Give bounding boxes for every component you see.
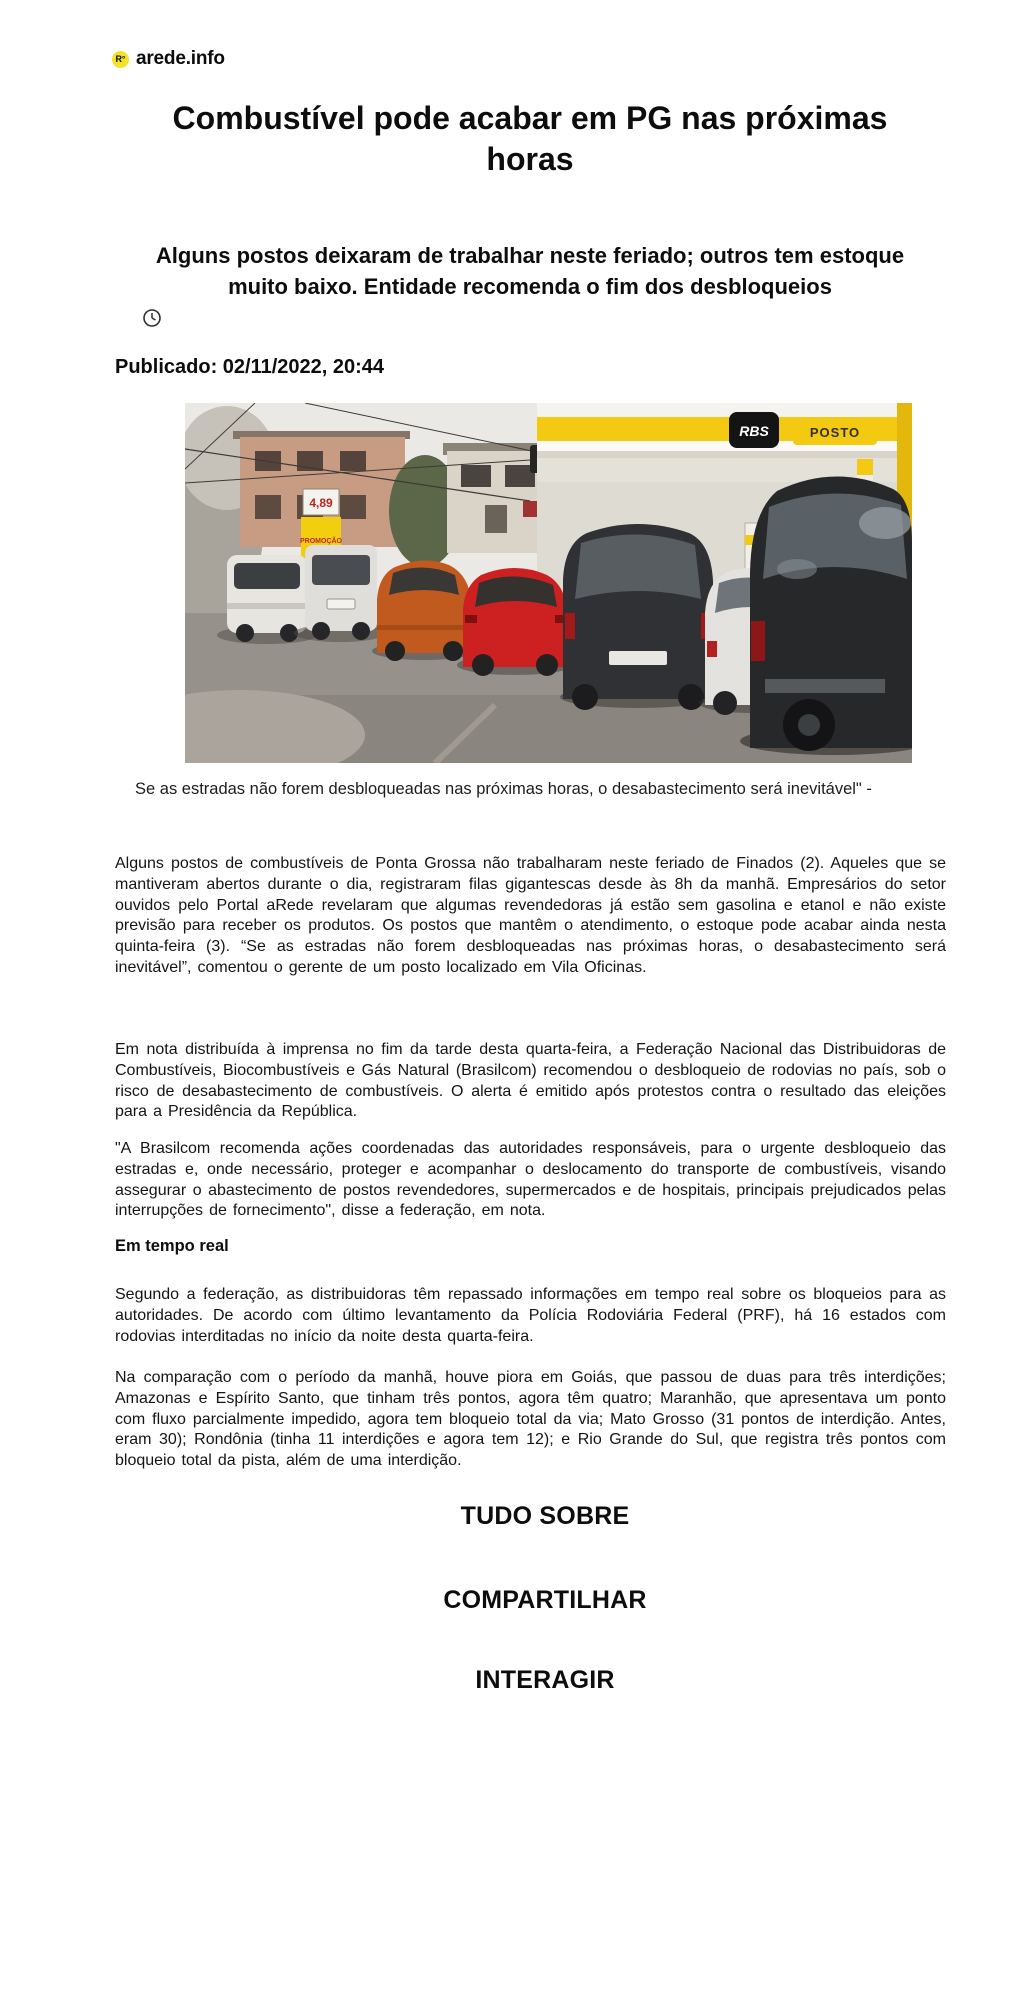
section-heading-em-tempo-real: Em tempo real [115,1237,229,1255]
article-photo [185,403,912,763]
clock-icon [142,308,162,328]
body-paragraph-5: Na comparação com o período da manhã, houve piora em Goiás, que passou de duas para três interdições; Amazonas e Espírito Santo, que tinham três pontos, agora têm quatro; Maranhão, que apresentava um ponto com fluxo parcialmente impedido, agora tem bloqueio total da via; Mato Grosso (31 pontos de interdição. Antes, eram 30); Rondônia (tinha 11 interdições e agora tem 12); e Rio Grande do Sul, que registra três pontos com bloqueio total da pista, além de uma interdição. [115,1369,946,1470]
posto-sign-text: POSTO [809,425,861,440]
photo-caption: Se as estradas não forem desbloqueadas nas próximas horas, o desabastecimento será inevitável" - [135,780,872,798]
body-paragraph-2: Em nota distribuída à imprensa no fim da tarde desta quarta-feira, a Federação Nacional das Distribuidoras de Combustíveis, Biocombustíveis e Gás Natural (Brasilcom) recomendou o desbloqueio de rodovias no país, sob o risco de desabastecimento de combustíveis. O alerta é emitido após protestos contra o resultado das eleições para a Presidência da República. [115,1041,946,1121]
compartilhar-heading: COMPARTILHAR [443,1586,647,1614]
brand-badge-icon: R° [112,51,129,68]
body-paragraph-4: Segundo a federação, as distribuidoras têm repassado informações em tempo real sobre os bloqueios para as autoridades. De acordo com último levantamento da Polícia Rodoviária Federal (PRF), há 16 estados com rodovias interditadas no início da noite desta quarta-feira. [115,1286,946,1345]
article-title: Combustível pode acabar em PG nas próximas horas [172,100,888,177]
site-logo[interactable] [112,48,225,70]
price-sign-text: 4,89 [309,496,333,510]
gas-station-queue-illustration [185,403,912,763]
article-subtitle: Alguns postos deixaram de trabalhar neste feriado; outros tem estoque muito baixo. Entidade recomenda o fim dos desbloqueios [155,243,905,299]
promo-sign-text: PROMOÇÃO [300,538,342,545]
brand-name: arede.info [136,48,225,69]
station-brand-sign-text: RBS [739,423,769,439]
body-paragraph-1: Alguns postos de combustíveis de Ponta Grossa não trabalharam neste feriado de Finados (2). Aqueles que se mantiveram abertos durante o dia, registraram filas gigantescas desde às 8h da manhã. Empresários do setor ouvidos pelo Portal aRede revelaram que algumas revendedoras já estão sem gasolina e etanol e não existe previsão para receber os produtos. Os postos que mantêm o atendimento, o estoque pode acabar ainda nesta quinta-feira (3). “Se as estradas não forem desbloqueadas nas próximas horas, o desabastecimento será inevitável”, comentou o gerente de um posto localizado em Vila Oficinas. [115,855,946,976]
tudo-sobre-heading: TUDO SOBRE [460,1502,630,1530]
interagir-heading: INTERAGIR [475,1666,615,1694]
publish-date: Publicado: 02/11/2022, 20:44 [115,356,385,378]
body-paragraph-3: "A Brasilcom recomenda ações coordenadas das autoridades responsáveis, para o urgente desbloqueio das estradas e, onde necessário, proteger e acompanhar o deslocamento do transporte de combustíveis, visando assegurar o abastecimento de postos revendedores, supermercados e de hospitais, principais prejudicados pelas interrupções de fornecimento", disse a federação, em nota. [115,1140,946,1220]
